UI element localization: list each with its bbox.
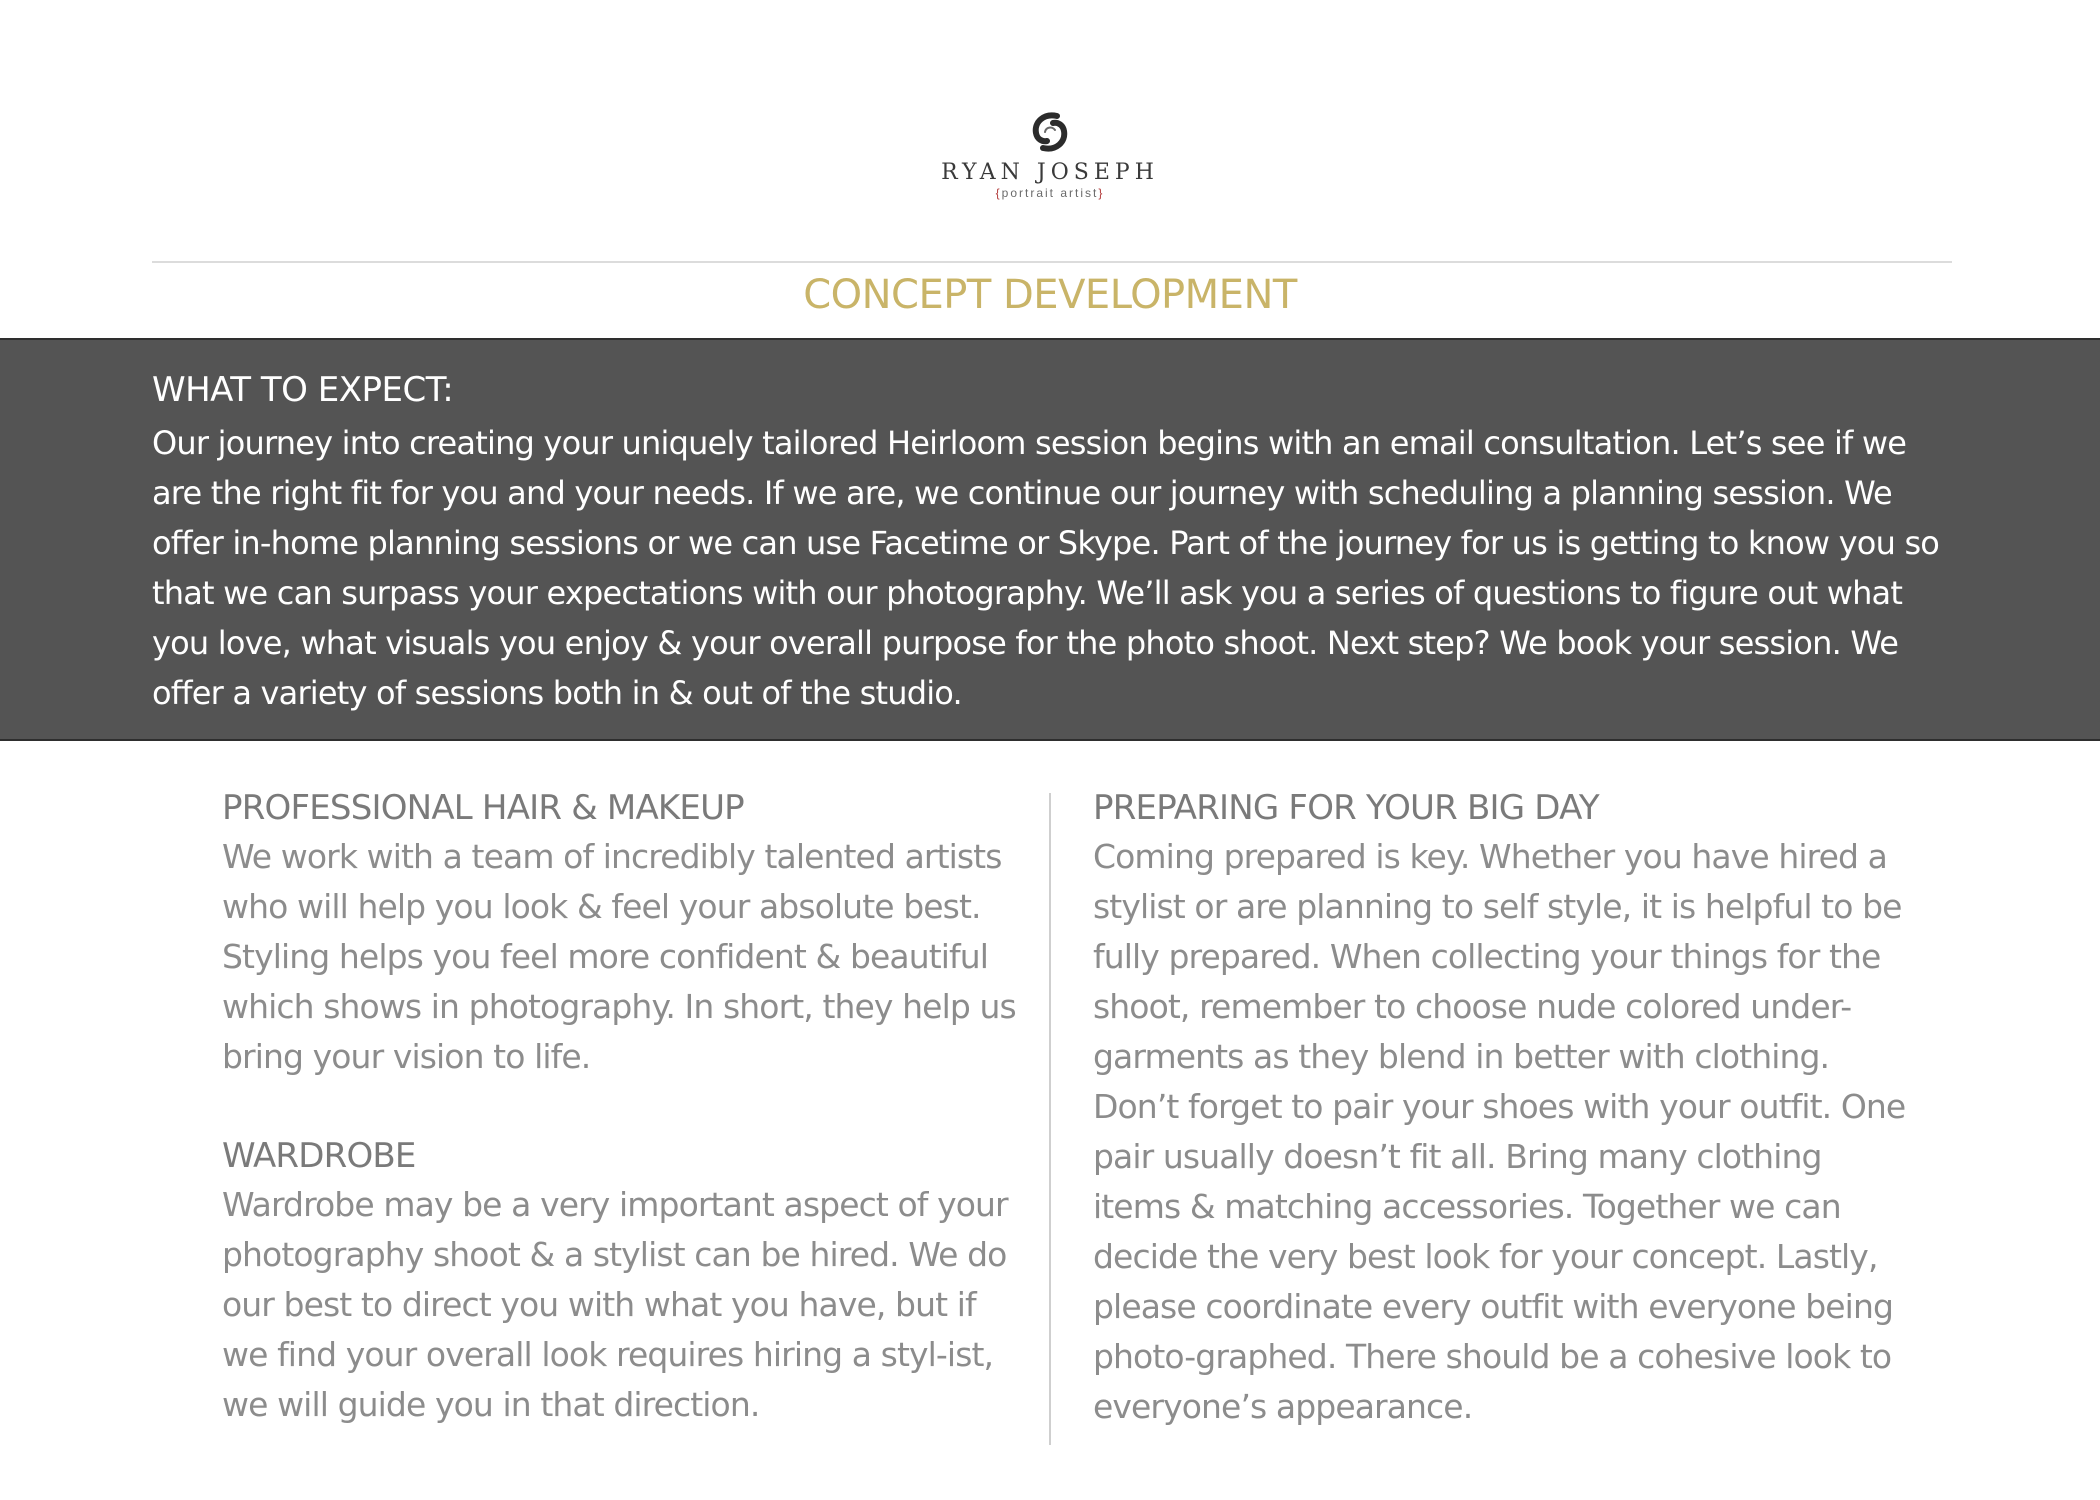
- big-day-section: [1093, 784, 1913, 1432]
- what-to-expect-body: Our journey into creating your uniquely tailored Heirloom session begins with an email consultation. Let’s see if we are the right fit for you and your needs. If we are, we continue our journey with scheduling a planning session. We offer in-home planning sessions or we can use Facetime or Skype. Part of the journey for us is getting to know you so that we can surpass your expectations with our photography. We’ll ask you a series of questions to figure out what you love, what visuals you enjoy & your overall purpose for the photo shoot. Next step? We book your session. We offer a variety of sessions both in & out of the studio.: [152, 424, 1940, 712]
- left-column: [222, 784, 1022, 1430]
- brand-logo: [0, 110, 2100, 200]
- tagline-close-brace: }: [1098, 186, 1105, 200]
- hair-makeup-section: [222, 784, 1022, 1082]
- column-divider: [1049, 793, 1051, 1445]
- tagline-text: portrait artist: [1001, 186, 1099, 200]
- wardrobe-body: Wardrobe may be a very important aspect of your photography shoot & a stylist can be hired. We do our best to direct you with what you have, but if we find your overall look requires hiring a styl-ist, we will guide you in that direction.: [222, 1185, 1008, 1424]
- page-title: CONCEPT DEVELOPMENT: [803, 272, 1297, 318]
- hair-makeup-heading: PROFESSIONAL HAIR & MAKEUP: [222, 788, 744, 828]
- brand-tagline: [0, 186, 2100, 200]
- tagline-open-brace: {: [995, 186, 1002, 200]
- big-day-body: Coming prepared is key. Whether you have hired a stylist or are planning to self style, it is helpful to be fully prepared. When collecting your things for the shoot, remember to choose nude colored under-garments as they blend in better with clothing. Don’t forget to pair your shoes with your outfit. One pair usually doesn’t fit all. Bring many clothing items & matching accessories. Together we can decide the very best look for your concept. Lastly, please coordinate every outfit with everyone being photo-graphed. There should be a cohesive look to everyone’s appearance.: [1093, 837, 1906, 1426]
- brand-name: RYAN JOSEPH: [941, 160, 1159, 185]
- what-to-expect-band: [0, 338, 2100, 741]
- hair-makeup-body: We work with a team of incredibly talented artists who will help you look & feel your absolute best. Styling helps you feel more confident & beautiful which shows in photography. In short, they help us bring your vision to life.: [222, 837, 1016, 1076]
- big-day-heading: PREPARING FOR YOUR BIG DAY: [1093, 788, 1599, 828]
- header-divider: [152, 261, 1952, 263]
- wardrobe-heading: WARDROBE: [222, 1136, 416, 1176]
- wardrobe-section: [222, 1132, 1022, 1430]
- right-column: [1093, 784, 1913, 1432]
- monogram-logo-icon: [1028, 110, 1072, 154]
- what-to-expect-heading: WHAT TO EXPECT:: [152, 370, 454, 410]
